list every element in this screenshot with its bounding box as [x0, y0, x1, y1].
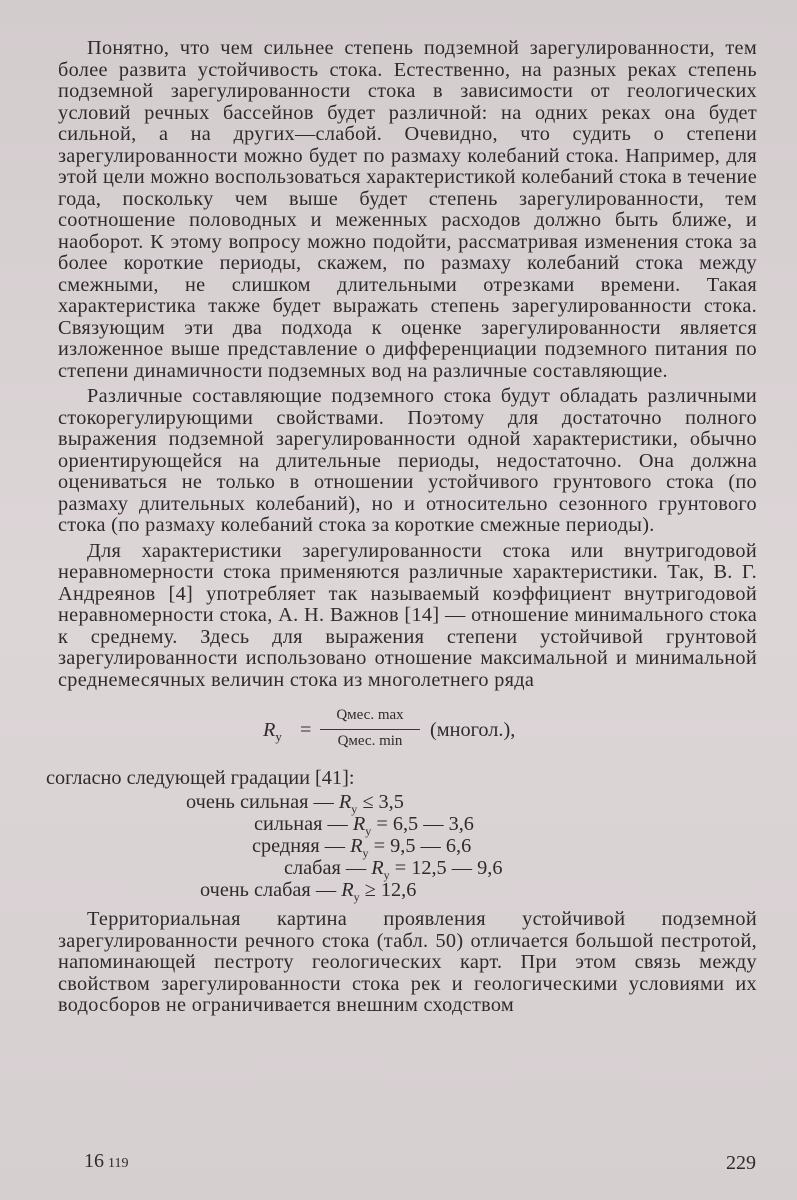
fraction-bar [320, 729, 420, 730]
paragraph-3: Для характеристики зарегулированности стока или внутригодовой неравномерности стока применяются различные характеристики. Так, В. Г. Андреянов [4] употребляет так называемый коэффициент внутригодовой неравномерности стока, А. Н. Важнов [14] — отношение минимального стока к среднему. Здесь для выражения степени устойчивой грунтовой зарегулированности использовано отношение максимальной и минимальной среднемесячных величин стока из многолетнего ряда [58, 539, 757, 691]
gradation-row: слабая — $R_у = 12,5$ — 9,6 [284, 857, 503, 883]
formula-suffix: (многол.), [430, 719, 516, 741]
formula-denominator: Qмес. min [337, 733, 403, 749]
page-number: 229 [726, 1152, 756, 1174]
gradation-row: очень слабая — $R_у \ge 12,6$ [200, 879, 417, 905]
paragraph-2: Различные составляющие подземного стока будут обладать различными стокорегулирующими свойствами. Поэтому для достаточно полного выражения подземной зарегулированности одной характеристики, обычно ориентирующейся на длительные периоды, недостаточно. Она должна оцениваться не только в отношении устойчивого грунтового стока (по размаху длительных колебаний), но и относительно сезонного грунтового стока (по размаху колебаний стока за короткие смежные периоды). [58, 385, 757, 536]
gradation-row: сильная — $R_у = 6,5$ — 3,6 [254, 813, 474, 839]
closing-paragraph: Территориальная картина проявления устойчивой подземной зарегулированности речного стока (табл. 50) отличается большой пестротой, напоминающей пестроту геологических карт. При этом связь между свойством зарегулированности стока рек и геологическими условиями их водосборов не ограничивается внешним сходством [58, 908, 757, 1016]
formula-ry [58, 707, 757, 753]
gradation-list [58, 791, 757, 903]
gradation-row: очень сильная — $R_у \le 3,5$ [186, 791, 404, 817]
paragraph-1: Понятно, что чем сильнее степень подземной зарегулированности, тем более развита устойчивость стока. Естественно, на разных реках степень подземной зарегулированности стока в зависимости от геологических условий речных бассейнов будет различной: на одних реках она будет сильной, а на других—слабой. Очевидно, что судить о степени зарегулированности можно будет по размаху колебаний стока. Например, для этой цели можно воспользоваться характеристикой колебаний стока в течение года, поскольку чем выше будет степень зарегулированности, тем соотношение половодных и меженных расходов должно быть ближе, и наоборот. К этому вопросу можно подойти, рассматривая изменения стока за более короткие периоды, скажем, по размаху колебаний стока между смежными, не слишком длительными отрезками времени. Такая характеристика также будет выражать степень зарегулированности стока. Связующим эти два подхода к оценке зарегулированности является изложенное выше представление о дифференциации подземного питания по степени динамичности подземных вод на различные составляющие. [58, 37, 757, 382]
gradation-row: средняя — $R_у = 9,5$ — 6,6 [252, 835, 472, 861]
formula-lhs: $R_у$ [263, 719, 282, 745]
formula-equals: = [300, 719, 312, 741]
formula-fraction [320, 707, 420, 750]
printer-signature: 16 119 [84, 1150, 129, 1172]
page-footer [0, 1148, 797, 1178]
formula-numerator: Qмес. max [336, 707, 404, 723]
gradation-lead: согласно следующей градации [41]: [46, 767, 355, 789]
